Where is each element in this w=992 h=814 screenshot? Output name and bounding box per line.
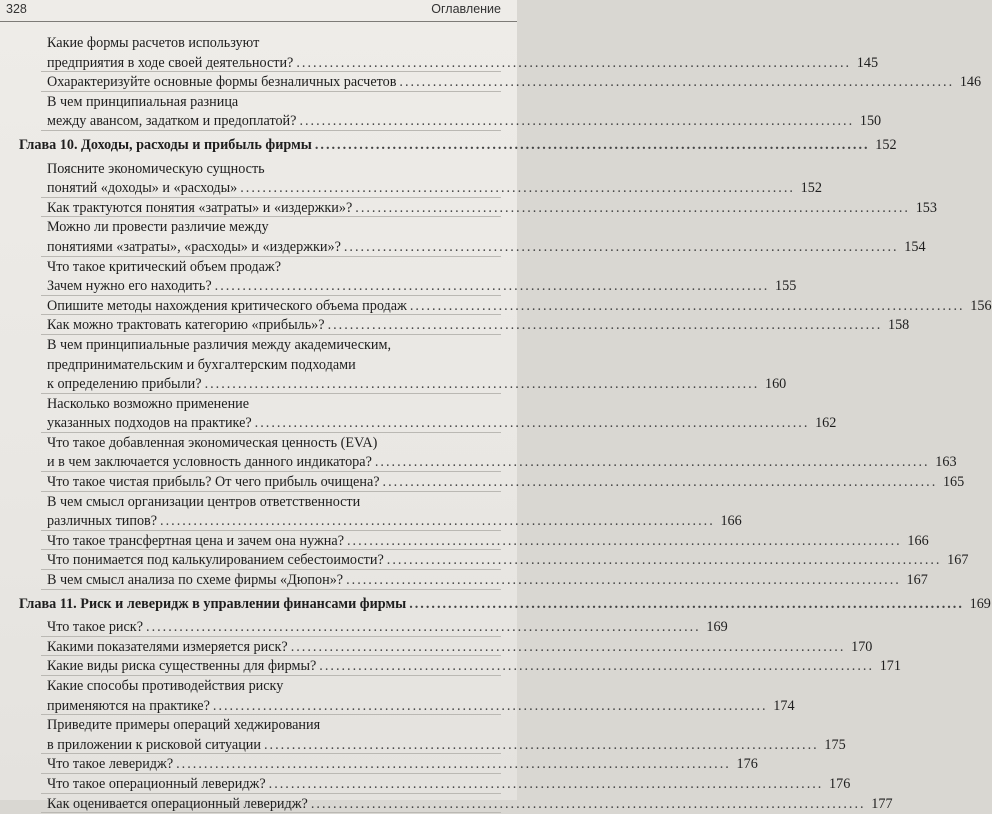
toc-entry-text-line: Какие формы расчетов используют (47, 35, 260, 51)
toc-entry-text-line: В чем смысл анализа по схеме фирмы «Дюпон»? (47, 572, 344, 589)
toc-page-number: 169 (969, 595, 991, 612)
toc-page-number: 156 (970, 297, 992, 314)
toc-page-number: 175 (824, 736, 846, 753)
toc-entry-text-line: Глава 10. Доходы, расходы и прибыль фирмы (19, 136, 312, 153)
toc-entry (47, 434, 957, 473)
toc-entry-text-line: Охарактеризуйте основные формы безналичных расчетов (47, 74, 397, 91)
toc-page-number: 145 (856, 54, 879, 71)
dot-leader (383, 473, 938, 493)
dot-leader (299, 112, 854, 132)
toc-entry (47, 73, 982, 93)
toc-entry (47, 218, 926, 257)
toc-entry-text-line: понятий «доходы» и «расходы» (47, 180, 238, 197)
toc-entry-text-line: различных типов? (47, 513, 158, 530)
toc-entry-text-line: указанных подходов на практике? (47, 415, 252, 432)
toc-entry-text-line: В чем принципиальные различия между академическим, (47, 336, 392, 353)
dot-leader (375, 453, 930, 473)
toc-entry-last-line (47, 571, 928, 591)
toc-entry (47, 160, 822, 199)
toc-entry-last-line (47, 473, 965, 493)
toc-entry-text-line: Приведите примеры операций хеджирования (47, 717, 321, 734)
toc-entry-text-line: В чем принципиальная разница (47, 93, 239, 110)
toc-entry (47, 775, 851, 795)
toc-entry (47, 532, 929, 552)
header-rule (0, 21, 517, 22)
toc-entry (47, 551, 969, 571)
toc-page-number: 158 (887, 317, 910, 334)
dot-leader (387, 551, 942, 571)
toc-entry-last-line (47, 73, 982, 93)
toc-page-number: 169 (706, 619, 728, 636)
toc-page-number: 167 (947, 552, 969, 569)
dot-leader (409, 595, 964, 615)
dot-leader (315, 136, 870, 156)
toc-entry (47, 395, 837, 434)
toc-entry (47, 258, 797, 297)
toc-page-number: 174 (773, 697, 795, 714)
dot-leader (240, 179, 795, 199)
toc-entry-text-line: Что такое критический объем продаж? (47, 258, 282, 275)
toc-entry-text-line: Что понимается под калькулированием себестоимости? (47, 552, 384, 569)
toc-entry-last-line (47, 199, 937, 219)
dot-leader (410, 297, 965, 317)
toc-entry-text-line: Зачем нужно его находить? (47, 278, 212, 295)
toc-entry-text-line: Что такое добавленная экономическая ценность (EVA) (47, 434, 378, 451)
toc-entry-last-line (47, 316, 910, 336)
dot-leader (399, 73, 954, 93)
toc-entry-text-line: между авансом, задатком и предоплатой? (47, 113, 297, 130)
toc-entry (47, 297, 992, 317)
toc-entry (47, 473, 965, 493)
toc-entry-text-line: Какими показателями измеряется риск? (47, 638, 288, 655)
toc-entry-last-line (47, 657, 901, 677)
toc-entry-text-line: Что такое леверидж? (47, 756, 174, 773)
toc-entry (47, 716, 846, 755)
toc-entry (47, 199, 937, 219)
toc-entry-text-line: и в чем заключается условность данного индикатора? (47, 454, 372, 471)
toc-entry-last-line (47, 112, 882, 132)
toc-entry-text-line: к определению прибыли? (47, 376, 202, 393)
toc-entry-last-line (47, 277, 797, 297)
toc-page-number: 160 (764, 376, 787, 393)
toc-page-number: 154 (904, 238, 926, 255)
toc-entry-text-line: Можно ли провести различие между (47, 219, 269, 236)
toc-entry (47, 571, 928, 591)
dot-leader (296, 54, 851, 74)
toc-entry-last-line (47, 512, 742, 532)
toc-entry-text-line: Опишите методы нахождения критического объема продаж (47, 297, 407, 314)
toc-page-number: 152 (800, 180, 822, 197)
toc-chapter-heading (19, 136, 897, 156)
dot-leader (264, 736, 819, 756)
toc-page-number: 170 (851, 638, 873, 655)
toc-entry-text-line: Как оценивается операционный леверидж? (47, 795, 308, 812)
toc-entry-text-line: В чем смысл организации центров ответственности (47, 493, 361, 510)
table-of-contents (0, 34, 992, 814)
toc-entry-last-line (47, 775, 851, 795)
toc-page-number: 150 (859, 113, 882, 130)
toc-page-number: 153 (915, 199, 937, 216)
dot-leader (328, 316, 883, 336)
toc-chapter-heading (19, 595, 991, 615)
toc-entry (47, 795, 893, 814)
toc-entry-last-line (47, 54, 879, 74)
dot-leader (319, 657, 874, 677)
toc-page-number: 176 (829, 775, 851, 792)
toc-entry-text-line: Как трактуются понятия «затраты» и «издержки»? (47, 199, 353, 216)
toc-entry-last-line (47, 238, 926, 258)
dot-leader (146, 618, 701, 638)
toc-page-number: 166 (907, 532, 929, 549)
toc-entry-last-line (47, 179, 822, 199)
toc-entry-text-line: Какие виды риска существенны для фирмы? (47, 658, 317, 675)
toc-page-number: 146 (959, 74, 982, 91)
toc-entry-text-line: Насколько возможно применение (47, 395, 250, 412)
toc-entry-last-line (47, 755, 758, 775)
dot-leader (355, 199, 910, 219)
toc-entry-text-line: Что такое операционный леверидж? (47, 775, 266, 792)
toc-entry (47, 618, 728, 638)
dot-leader (160, 512, 715, 532)
toc-entry-text-line: Какие способы противодействия риску (47, 678, 284, 694)
toc-entry-text-line: в приложении к рисковой ситуации (47, 736, 261, 753)
toc-entry (47, 755, 758, 775)
dot-leader (347, 532, 902, 552)
toc-entry-text-line: Что такое трансфертная цена и зачем она нужна? (47, 532, 344, 549)
toc-entry-last-line (47, 532, 929, 552)
toc-entry-last-line (47, 638, 873, 658)
toc-entry (47, 677, 795, 716)
toc-page-number: 177 (871, 795, 893, 812)
toc-page-number: 152 (875, 136, 897, 153)
dot-leader (311, 795, 866, 814)
toc-page-number: 176 (736, 756, 758, 773)
toc-page-number: 166 (720, 513, 742, 530)
toc-entry-text-line: предпринимательским и бухгалтерским подходами (47, 356, 356, 373)
running-header-title: Оглавление (431, 2, 501, 16)
toc-entry-last-line (19, 595, 991, 615)
toc-entry-text-line: понятиями «затраты», «расходы» и «издержки»? (47, 238, 341, 255)
dot-leader (215, 277, 770, 297)
dot-leader (291, 638, 846, 658)
toc-page-number: 155 (775, 278, 797, 295)
toc-entry (47, 657, 901, 677)
toc-entry (47, 336, 787, 395)
toc-page-number: 163 (935, 454, 957, 471)
toc-page-number: 165 (942, 474, 965, 491)
toc-entry-text-line: Как можно трактовать категорию «прибыль»? (47, 317, 325, 334)
dot-leader (269, 775, 824, 795)
toc-entry-last-line (47, 795, 893, 814)
toc-entry (47, 93, 882, 132)
dot-leader (213, 697, 768, 717)
toc-entry (47, 316, 910, 336)
dot-leader (346, 571, 901, 591)
toc-entry (47, 34, 879, 73)
toc-entry-text-line: Поясните экономическую сущность (47, 160, 265, 177)
toc-entry-last-line (47, 618, 728, 638)
dot-leader (176, 755, 731, 775)
toc-page-number: 162 (815, 415, 837, 432)
dot-leader (205, 375, 760, 395)
toc-page-number: 167 (906, 572, 928, 589)
toc-entry-last-line (47, 551, 969, 571)
toc-entry-text-line: Что такое чистая прибыль? От чего прибыль очищена? (47, 474, 380, 491)
toc-entry (47, 493, 742, 532)
toc-entry-last-line (47, 297, 992, 317)
toc-entry-text-line: Глава 11. Риск и леверидж в управлении финансами фирмы (19, 595, 407, 612)
toc-entry-last-line (47, 375, 787, 395)
toc-entry-text-line: Что такое риск? (47, 619, 144, 636)
toc-page-number: 171 (879, 658, 901, 675)
page-number: 328 (6, 2, 27, 16)
toc-entry-last-line (47, 736, 846, 756)
toc-entry-last-line (19, 136, 897, 156)
toc-entry-last-line (47, 697, 795, 717)
toc-entry (47, 638, 873, 658)
toc-entry-text-line: предприятия в ходе своей деятельности? (47, 54, 294, 71)
toc-entry-text-line: применяются на практике? (47, 697, 210, 714)
dot-leader (344, 238, 899, 258)
toc-entry-last-line (47, 414, 837, 434)
dot-leader (255, 414, 810, 434)
toc-entry-last-line (47, 453, 957, 473)
